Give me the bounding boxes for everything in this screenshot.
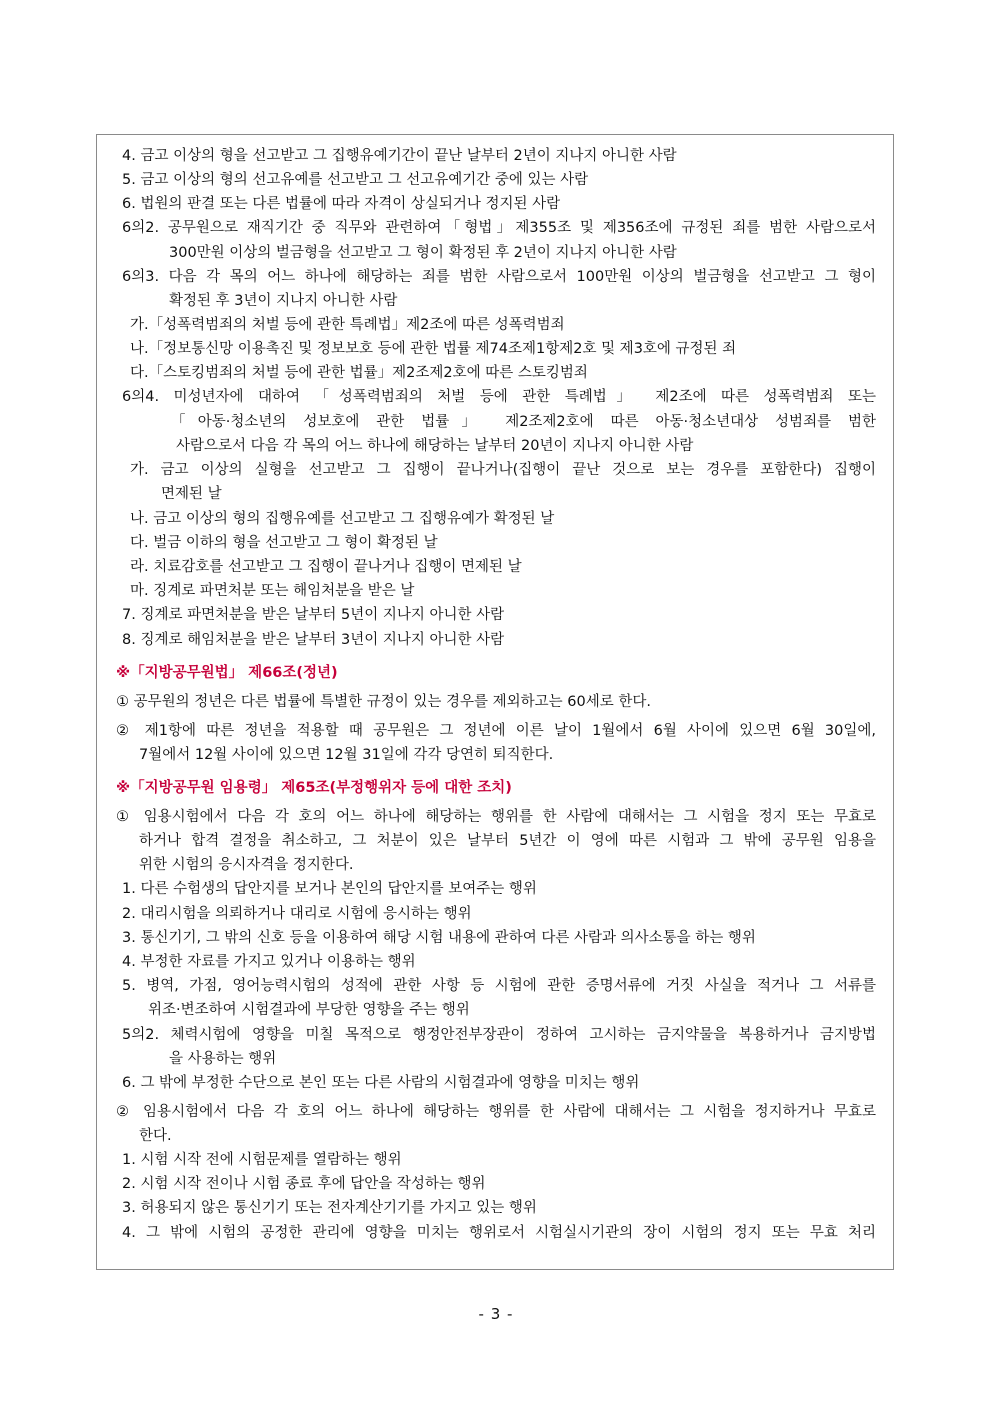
text-line: 확정된 후 3년이 지나지 아니한 사람 (169, 293, 398, 309)
text-line: 6의2. 공무원으로 재직기간 중 직무와 관련하여「형법」제355조 및 제356조에 규정된 죄를 범한 사람으로서 (122, 220, 876, 236)
text-line: 「아동·청소년의 성보호에 관한 법률」 제2조제2호에 따른 아동·청소년대상 성범죄를 범한 (171, 414, 876, 430)
text-line: 가.「성폭력범죄의 처벌 등에 관한 특례법」제2조에 따른 성폭력범죄 (130, 317, 565, 333)
text-line: 다.「스토킹범죄의 처벌 등에 관한 법률」제2조제2호에 따른 스토킹범죄 (130, 365, 588, 381)
text-line: ② 제1항에 따른 정년을 적용할 때 공무원은 그 정년에 이른 날이 1월에서 6월 사이에 있으면 6월 30일에, (116, 723, 876, 739)
section-heading: ※「지방공무원법」 제66조(정년) (116, 665, 338, 681)
text-line: 4. 금고 이상의 형을 선고받고 그 집행유예기간이 끝난 날부터 2년이 지나지 아니한 사람 (122, 148, 677, 164)
text-line: 1. 시험 시작 전에 시험문제를 열람하는 행위 (122, 1152, 402, 1168)
text-line: 6. 법원의 판결 또는 다른 법률에 따라 자격이 상실되거나 정지된 사람 (122, 196, 561, 212)
text-line: ① 공무원의 정년은 다른 법률에 특별한 규정이 있는 경우를 제외하고는 60세로 한다. (116, 694, 651, 710)
text-line: 8. 징계로 해임처분을 받은 날부터 3년이 지나지 아니한 사람 (122, 632, 505, 648)
text-line: 4. 부정한 자료를 가지고 있거나 이용하는 행위 (122, 954, 416, 970)
text-line: 마. 징계로 파면처분 또는 해임처분을 받은 날 (130, 583, 415, 599)
text-line: 다. 벌금 이하의 형을 선고받고 그 형이 확정된 날 (130, 535, 438, 551)
text-line: 6의3. 다음 각 목의 어느 하나에 해당하는 죄를 범한 사람으로서 100만원 이상의 벌금형을 선고받고 그 형이 (122, 269, 876, 285)
text-line: 나. 금고 이상의 형의 집행유예를 선고받고 그 집행유예가 확정된 날 (130, 511, 555, 527)
text-line: ① 임용시험에서 다음 각 호의 어느 하나에 해당하는 행위를 한 사람에 대해서는 그 시험을 정지 또는 무효로 (116, 809, 876, 825)
text-line: 5의2. 체력시험에 영향을 미칠 목적으로 행정안전부장관이 정하여 고시하는 금지약물을 복용하거나 금지방법 (122, 1027, 876, 1043)
text-line: 을 사용하는 행위 (169, 1051, 277, 1067)
text-line: 사람으로서 다음 각 목의 어느 하나에 해당하는 날부터 20년이 지나지 아니한 사람 (176, 438, 694, 454)
text-line: 7. 징계로 파면처분을 받은 날부터 5년이 지나지 아니한 사람 (122, 607, 505, 623)
page-number: - 3 - (478, 1305, 514, 1323)
text-line: ② 임용시험에서 다음 각 호의 어느 하나에 해당하는 행위를 한 사람에 대해서는 그 시험을 정지하거나 무효로 (116, 1104, 876, 1120)
text-line: 5. 금고 이상의 형의 선고유예를 선고받고 그 선고유예기간 중에 있는 사람 (122, 172, 589, 188)
text-line: 2. 시험 시작 전이나 시험 종료 후에 답안을 작성하는 행위 (122, 1176, 486, 1192)
text-line: 1. 다른 수험생의 답안지를 보거나 본인의 답안지를 보여주는 행위 (122, 881, 537, 897)
text-line: 위조·변조하여 시험결과에 부당한 영향을 주는 행위 (148, 1002, 470, 1018)
text-line: 4. 그 밖에 시험의 공정한 관리에 영향을 미치는 행위로서 시험실시기관의 장이 시험의 정지 또는 무효 처리 (122, 1225, 876, 1241)
text-line: 위한 시험의 응시자격을 정지한다. (139, 857, 354, 873)
text-line: 나.「정보통신망 이용촉진 및 정보보호 등에 관한 법률 제74조제1항제2호 및 제3호에 규정된 죄 (130, 341, 737, 357)
text-line: 7월에서 12월 사이에 있으면 12월 31일에 각각 당연히 퇴직한다. (139, 747, 554, 763)
text-line: 6. 그 밖에 부정한 수단으로 본인 또는 다른 사람의 시험결과에 영향을 미치는 행위 (122, 1075, 640, 1091)
text-line: 300만원 이상의 벌금형을 선고받고 그 형이 확정된 후 2년이 지나지 아니한 사람 (169, 245, 677, 261)
text-line: 면제된 날 (161, 486, 222, 502)
text-line: 가. 금고 이상의 실형을 선고받고 그 집행이 끝나거나(집행이 끝난 것으로 보는 경우를 포함한다) 집행이 (130, 462, 876, 478)
text-line: 한다. (139, 1128, 172, 1144)
text-line: 하거나 합격 결정을 취소하고, 그 처분이 있은 날부터 5년간 이 영에 따른 시험과 그 밖에 공무원 임용을 (139, 833, 876, 849)
text-line: 5. 병역, 가점, 영어능력시험의 성적에 관한 사항 등 시험에 관한 증명서류에 거짓 사실을 적거나 그 서류를 (122, 978, 876, 994)
text-line: 라. 치료감호를 선고받고 그 집행이 끝나거나 집행이 면제된 날 (130, 559, 522, 575)
text-line: 3. 통신기기, 그 밖의 신호 등을 이용하여 해당 시험 내용에 관하여 다른 사람과 의사소통을 하는 행위 (122, 930, 756, 946)
text-line: 6의4. 미성년자에 대하여 「성폭력범죄의 처벌 등에 관한 특례법」 제2조에 따른 성폭력범죄 또는 (122, 389, 876, 405)
section-heading: ※「지방공무원 임용령」 제65조(부정행위자 등에 대한 조치) (116, 780, 512, 796)
text-line: 3. 허용되지 않은 통신기기 또는 전자계산기기를 가지고 있는 행위 (122, 1200, 537, 1216)
text-line: 2. 대리시험을 의뢰하거나 대리로 시험에 응시하는 행위 (122, 906, 472, 922)
